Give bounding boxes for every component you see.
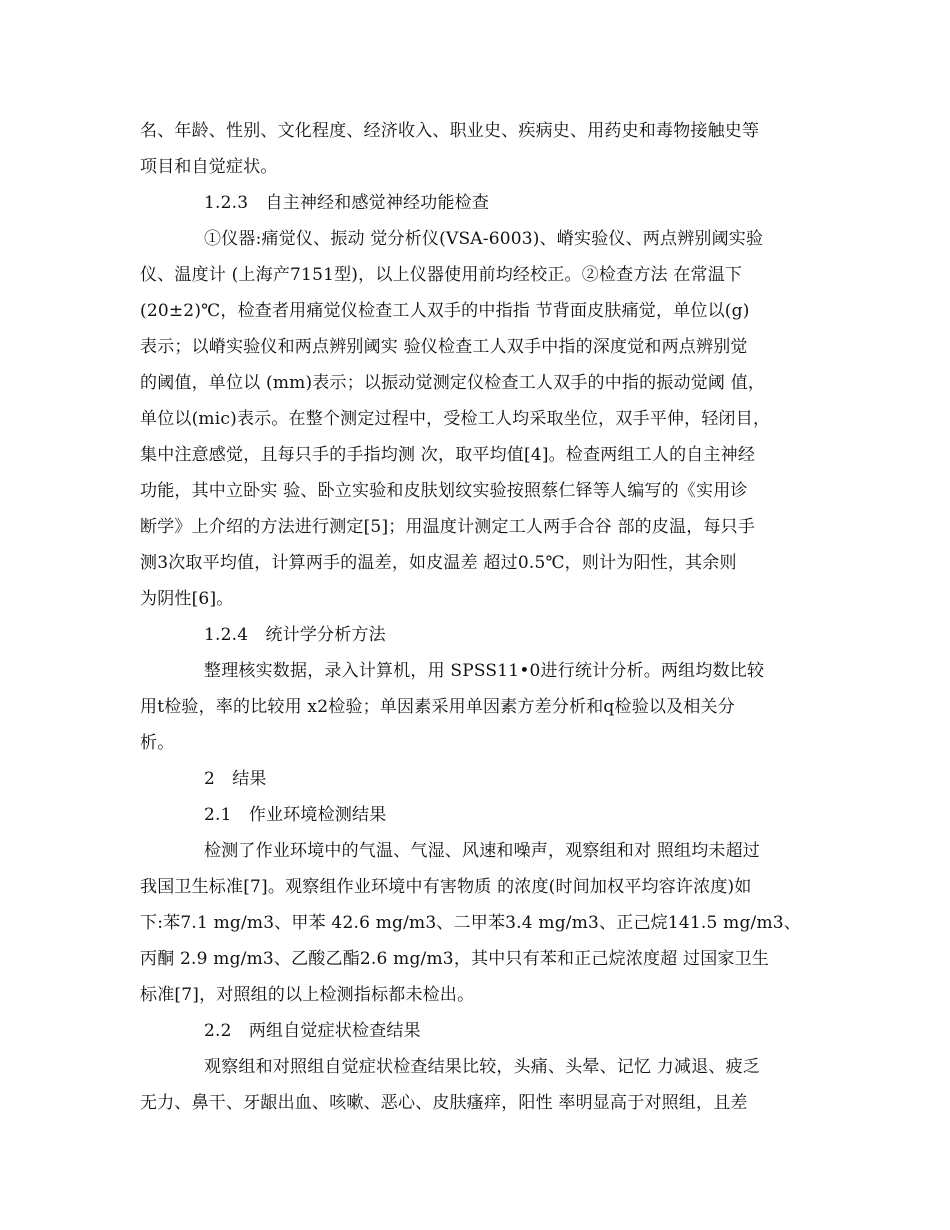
text-line: 仪、温度计 (上海产7151型)，以上仪器使用前均经校正。②检查方法 在常温下: [140, 265, 743, 285]
text-line: 表示；以嵴实验仪和两点辨别阈实 验仪检查工人双手中指的深度觉和两点辨别觉: [140, 337, 748, 357]
text-line: 的阈值，单位以 (mm)表示；以振动觉测定仪检查工人双手的中指的振动觉阈 值，: [140, 373, 766, 393]
text-line: 1.2.3 自主神经和感觉神经功能检查: [204, 193, 490, 213]
text-line: ①仪器:痛觉仪、振动 觉分析仪(VSA-6003)、嵴实验仪、两点辨别阈实验: [204, 229, 764, 249]
body-text: [140, 113, 820, 1121]
text-line: 断学》上介绍的方法进行测定[5]；用温度计测定工人两手合谷 部的皮温，每只手: [140, 517, 756, 537]
text-line: 丙酮 2.9 mg/m3、乙酸乙酯2.6 mg/m3，其中只有苯和正己烷浓度超 过国家卫生: [140, 949, 770, 969]
text-line: 我国卫生标准[7]。观察组作业环境中有害物质 的浓度(时间加权平均容许浓度)如: [140, 877, 752, 897]
text-line: 项目和自觉症状。: [140, 157, 278, 177]
text-line: 用t检验，率的比较用 x2检验；单因素采用单因素方差分析和q检验以及相关分: [140, 697, 735, 717]
text-line: 功能，其中立卧实 验、卧立实验和皮肤划纹实验按照蔡仁铎等人编写的《实用诊: [140, 481, 748, 501]
text-line: 2.2 两组自觉症状检查结果: [204, 1021, 421, 1041]
text-line: (20±2)℃，检查者用痛觉仪检查工人双手的中指指 节背面皮肤痛觉，单位以(g): [140, 301, 750, 321]
text-line: 无力、鼻干、牙龈出血、咳嗽、恶心、皮肤瘙痒，阳性 率明显高于对照组，且差: [140, 1093, 748, 1113]
text-line: 下:苯7.1 mg/m3、甲苯 42.6 mg/m3、二甲苯3.4 mg/m3、正己烷141.5 mg/m3、: [140, 913, 802, 933]
text-line: 单位以(mic)表示。在整个测定过程中，受检工人均采取坐位，双手平伸，轻闭目，: [140, 409, 771, 429]
text-line: 2 结果: [204, 769, 267, 789]
text-line: 2.1 作业环境检测结果: [204, 805, 387, 825]
text-line: 名、年龄、性别、文化程度、经济收入、职业史、疾病史、用药史和毒物接触史等: [140, 121, 760, 141]
text-line: 观察组和对照组自觉症状检查结果比较，头痛、头晕、记忆 力减退、疲乏: [204, 1057, 761, 1077]
text-line: 析。: [140, 733, 175, 753]
text-line: 测3次取平均值，计算两手的温差，如皮温差 超过0.5℃，则计为阳性，其余则: [140, 553, 737, 573]
text-line: 检测了作业环境中的气温、气湿、风速和噪声，观察组和对 照组均未超过: [204, 841, 761, 861]
text-line: 集中注意感觉，且每只手的手指均测 次，取平均值[4]。检查两组工人的自主神经: [140, 445, 756, 465]
text-line: 标准[7]，对照组的以上检测指标都未检出。: [140, 985, 475, 1005]
text-line: 1.2.4 统计学分析方法: [204, 625, 386, 645]
text-line: 整理核实数据，录入计算机，用 SPSS11•0进行统计分析。两组均数比较: [204, 661, 765, 681]
text-line: 为阴性[6]。: [140, 589, 234, 609]
